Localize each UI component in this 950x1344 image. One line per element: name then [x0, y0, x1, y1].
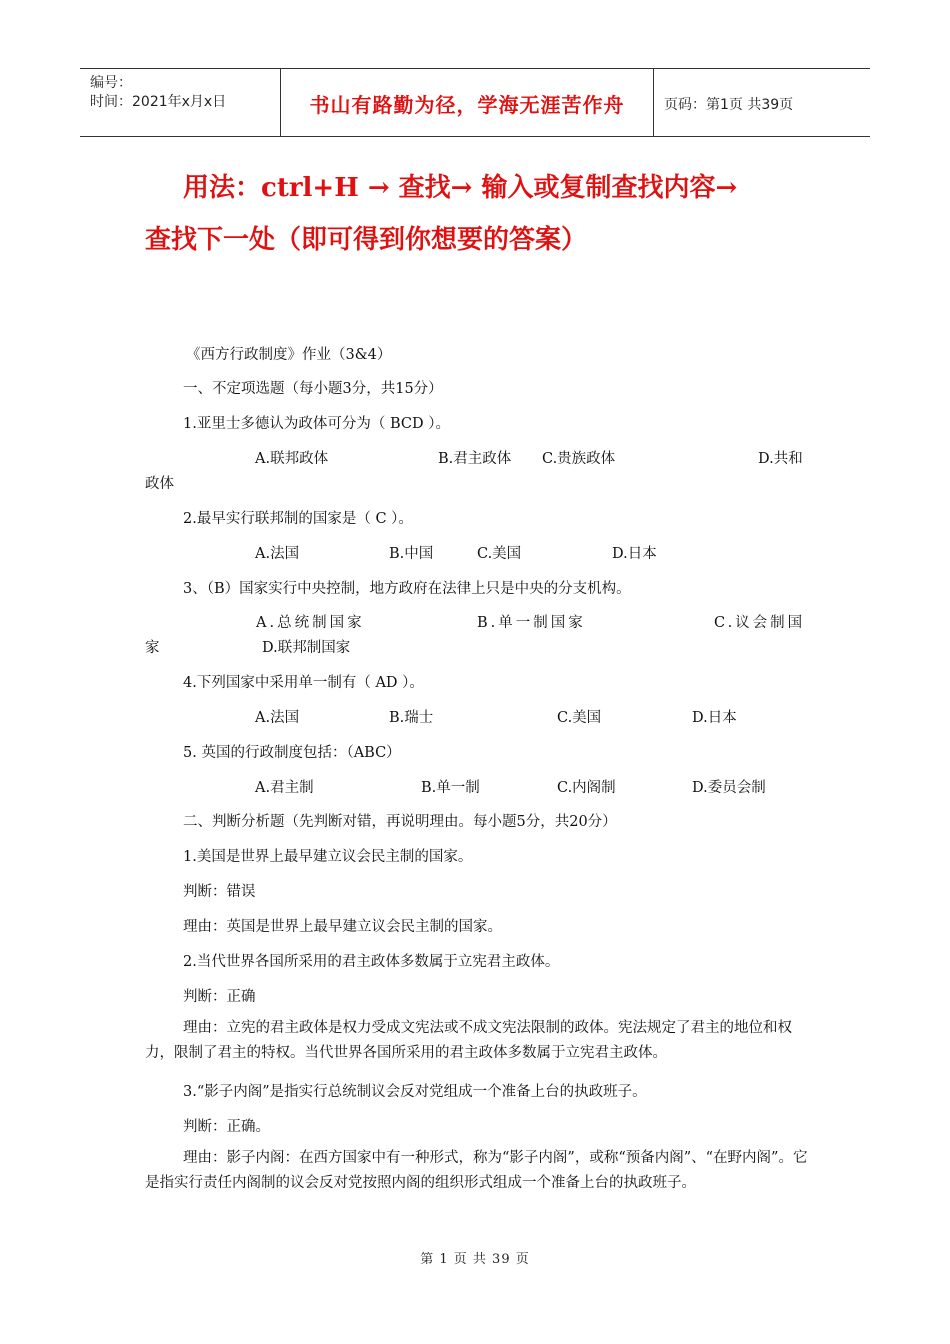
judgment-2-verdict: 判断：正确	[183, 989, 256, 1005]
q2-option-b: B.中国	[389, 546, 434, 562]
usage-line-2: 查找下一处（即可得到你想要的答案）	[145, 225, 588, 255]
q3-option-c: C.议会制国	[714, 615, 806, 631]
judgment-2-statement: 2.当代世界各国所采用的君主政体多数属于立宪君主政体。	[183, 954, 560, 970]
q4-option-a: A.法国	[255, 710, 300, 726]
judgment-1-statement: 1.美国是世界上最早建立议会民主制的国家。	[183, 849, 473, 865]
q1-option-c: C.贵族政体	[542, 451, 616, 467]
q4-option-c: C.美国	[557, 710, 602, 726]
q4-option-b: B.瑞士	[389, 710, 434, 726]
q2-option-d: D.日本	[612, 546, 657, 562]
q5-option-b: B.单一制	[421, 780, 480, 796]
q3-option-a: A.总统制国家	[256, 615, 365, 631]
question-4: 4.下列国家中采用单一制有（ AD ）。	[183, 675, 424, 691]
document-time-label: 时间：2021年x月x日	[90, 94, 227, 110]
page-footer: 第 1 页 共 39 页	[420, 1252, 530, 1267]
judgment-1-verdict: 判断：错误	[183, 884, 256, 900]
q5-option-a: A.君主制	[255, 780, 314, 796]
header-motto: 书山有路勤为径，学海无涯苦作舟	[309, 93, 625, 117]
section-heading-2: 二、判断分析题（先判断对错，再说明理由。每小题5分，共20分）	[183, 814, 617, 830]
judgment-3-statement: 3.“影子内阁”是指实行总统制议会反对党组成一个准备上台的执政班子。	[183, 1084, 647, 1100]
header-page-cell	[654, 69, 870, 136]
q1-option-d: D.共和	[758, 451, 803, 467]
q3-option-c-continued: 家	[145, 640, 160, 656]
q2-option-c: C.美国	[477, 546, 522, 562]
judgment-1-reason: 理由：英国是世界上最早建立议会民主制的国家。	[183, 919, 502, 935]
question-5: 5. 英国的行政制度包括：（ABC）	[183, 745, 401, 761]
q1-option-d-continued: 政体	[145, 476, 174, 492]
header-motto-cell	[281, 69, 654, 136]
header-table	[80, 68, 870, 137]
q1-option-b: B.君主政体	[438, 451, 512, 467]
q1-option-a: A.联邦政体	[255, 451, 329, 467]
usage-line-1: 用法：ctrl+H → 查找→ 输入或复制查找内容→	[183, 173, 738, 203]
document-title: 《西方行政制度》作业（3&4）	[186, 347, 392, 363]
judgment-3-reason: 理由：影子内阁：在西方国家中有一种形式，称为“影子内阁”，或称“预备内阁”、“在野内阁”。它是指实行责任内阁制的议会反对党按照内阁的组织形式组成一个准备上台的执政班子。	[145, 1150, 808, 1191]
judgment-3-verdict: 判断：正确。	[183, 1119, 270, 1135]
document-number-label: 编号：	[90, 75, 132, 91]
q4-option-d: D.日本	[692, 710, 737, 726]
question-3: 3、（B）国家实行中央控制，地方政府在法律上只是中央的分支机构。	[183, 581, 631, 597]
q5-option-c: C.内阁制	[557, 780, 616, 796]
q3-option-d: D.联邦制国家	[262, 640, 351, 656]
q3-option-b: B.单一制国家	[477, 615, 586, 631]
header-left-cell	[80, 69, 281, 136]
question-2: 2.最早实行联邦制的国家是（ C ）。	[183, 511, 413, 527]
section-heading-1: 一、不定项选题（每小题3分，共15分）	[183, 381, 443, 397]
judgment-2-reason: 理由：立宪的君主政体是权力受成文宪法或不成文宪法限制的政体。宪法规定了君主的地位和权力，限制了君主的特权。当代世界各国所采用的君主政体多数属于立宪君主政体。	[145, 1020, 792, 1061]
q2-option-a: A.法国	[255, 546, 300, 562]
header-page-info: 页码：第1页 共39页	[664, 97, 794, 113]
question-1: 1.亚里士多德认为政体可分为（ BCD ）。	[183, 416, 450, 432]
q5-option-d: D.委员会制	[692, 780, 766, 796]
